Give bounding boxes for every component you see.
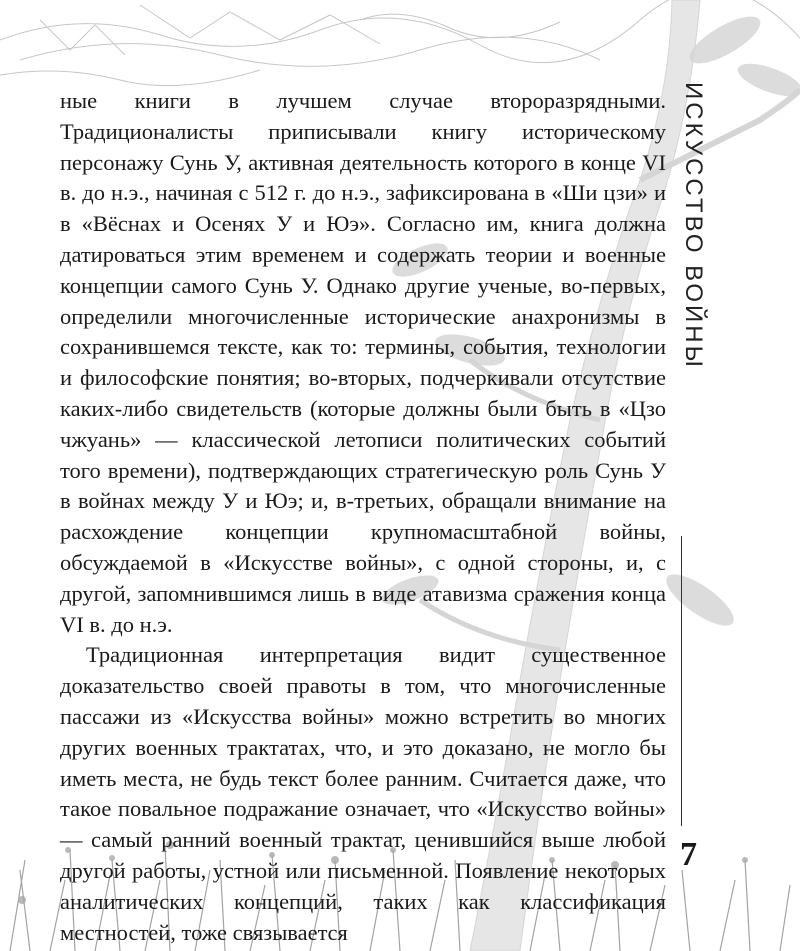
running-head — [678, 82, 708, 532]
body-text — [60, 86, 666, 948]
running-head-rule — [681, 536, 682, 826]
page-number: 7 — [680, 836, 697, 873]
paragraph-2: Традиционная интерпретация видит существенное доказательство своей правоты в том, что многочисленные пассажи из «Искусства войны» можно встретить во многих других военных трактатах, что, и это доказано, не могло бы иметь места, не будь текст более ранним. Считается даже, что такое повальное подражание означает, что «Искусство войны» — самый ранний военный трактат, ценившийся выше любой другой работы, устной или письменной. Появление некоторых аналитических концепций, таких как классификация местностей, тоже связываетcя — [60, 642, 666, 945]
running-head-title: ИСКУССТВО ВОЙНЫ — [680, 82, 707, 370]
paragraph-1: ные книги в лучшем случае второразрядными. Традиционалисты приписывали книгу историческому персонажу Сунь У, активная деятельность которого в конце VI в. до н.э., начиная с 512 г. до н.э., зафиксирована в «Ши цзи» и в «Вёснах и Осенях У и Юэ». Согласно им, книга должна датироваться этим временем и содержать теории и военные концепции самого Сунь У. Однако другие ученые, во-первых, определили многочисленные исторические анахронизмы в сохранившемся тексте, как то: термины, события, технологии и философские понятия; во-вторых, подчеркивали отсутствие каких-либо свидетельств (которые должны были быть в «Цзо чжуань» — классической летописи политических событий того времени), подтверждающих стратегическую роль Сунь У в войнах между У и Юэ; и, в-третьих, обращали внимание на расхождение концепции крупномасштабной войны, обсуждаемой в «Искусстве войны», с одной стороны, и, с другой, запомнившимся лишь в виде атавизма сражения конца VI в. до н.э. — [60, 88, 666, 637]
